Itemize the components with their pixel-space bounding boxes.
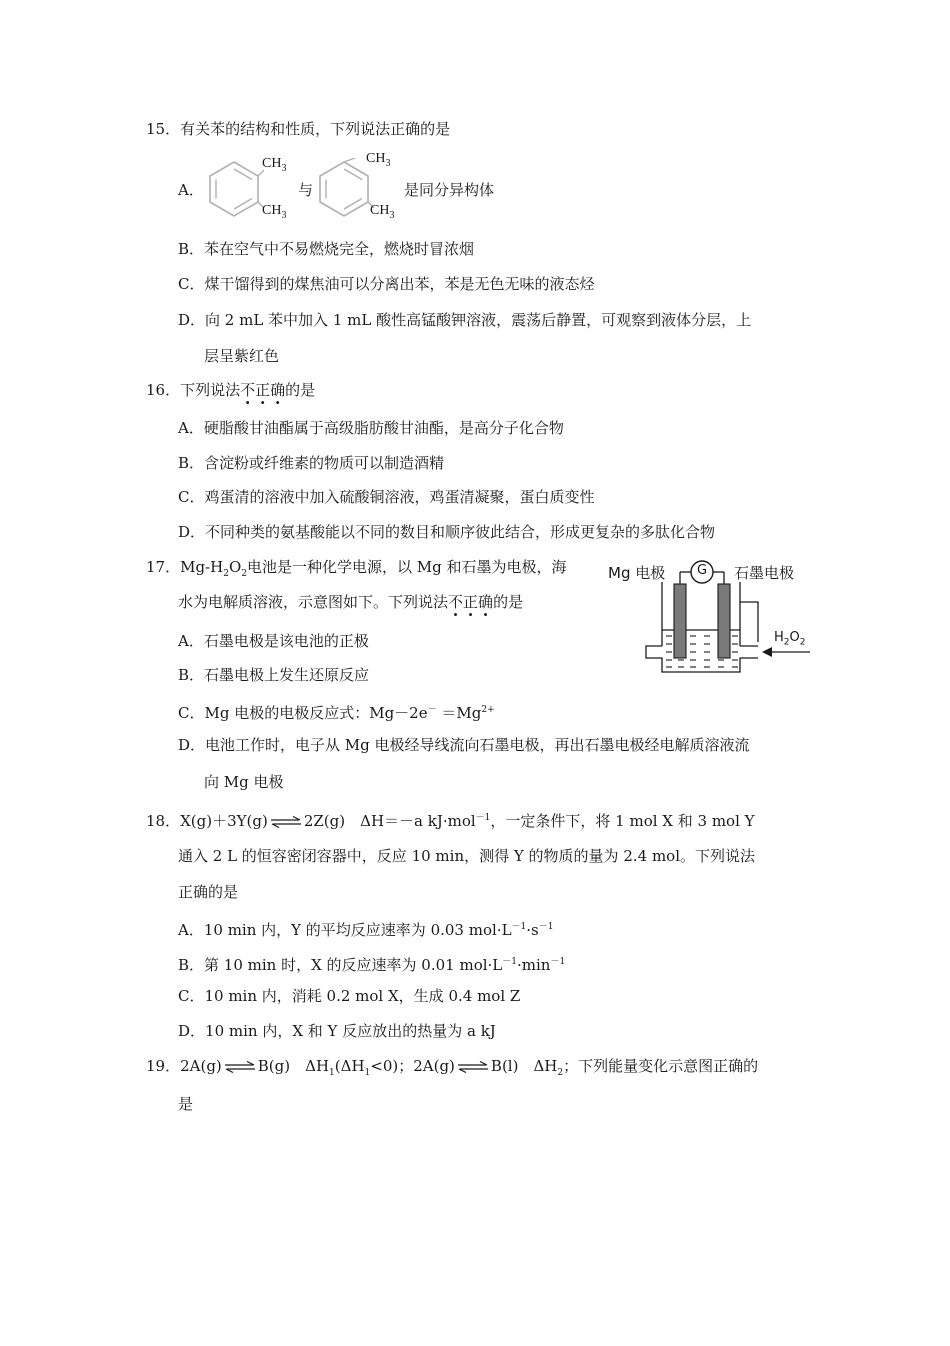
q17-stem-line2: 水为电解质溶液，示意图如下。下列说法不正确的是: [178, 593, 524, 611]
q17-option-d-line2: 向 Mg 电极: [204, 773, 284, 791]
emphasis-char: 正: [463, 593, 479, 611]
q16-option-d: D．不同种类的氨基酸能以不同的数目和顺序彼此结合，形成更复杂的多肽化合物: [178, 523, 716, 541]
q17-option-a: A．石墨电极是该电池的正极: [178, 632, 369, 650]
methyl-label-1b: $CH_3$: [262, 203, 287, 221]
emphasis-char: 确: [270, 381, 286, 399]
q18-option-d: D．10 min 内，X 和 Y 反应放出的热量为 a kJ: [178, 1022, 496, 1040]
q15-number: 15．: [146, 120, 181, 138]
q15-option-a-label: A．: [178, 181, 204, 199]
q15-stem-text: 有关苯的结构和性质，下列说法正确的是: [180, 120, 451, 138]
o-xylene-structure-1: [204, 158, 264, 220]
q16-number: 16．: [146, 381, 181, 399]
q18-line1: 18．X(g)＋3Y(g) 2Z(g) ΔH＝－a kJ·mol$^{-1}$，一定条件下，将 1 mol X 和 3 mol Y: [146, 812, 755, 830]
battery-diagram: [598, 550, 818, 680]
emphasis-char: 不: [448, 593, 464, 611]
graphite-electrode-label: 石墨电极: [734, 564, 795, 582]
q16-option-a: A．硬脂酸甘油酯属于高级脂肪酸甘油酯，是高分子化合物: [178, 419, 564, 437]
q15-option-a-tail: 是同分异构体: [404, 181, 495, 199]
galvanometer-label: G: [697, 563, 708, 578]
emphasis-char: 正: [255, 381, 271, 399]
emphasis-char: 不: [240, 381, 256, 399]
methyl-label-1a: $CH_3$: [262, 156, 287, 174]
q18-option-a: A．10 min 内，Y 的平均反应速率为 0.03 $mol\cdot L^{-1}\cdot s^{-1}$: [178, 921, 554, 939]
q15-option-b: B．苯在空气中不易燃烧完全，燃烧时冒浓烟: [178, 240, 475, 258]
q16-stem: 16．下列说法不正确的是: [146, 381, 316, 399]
q18-option-c: C．10 min 内，消耗 0.2 mol X，生成 0.4 mol Z: [178, 987, 521, 1005]
mg-electrode-label: Mg 电极: [608, 564, 666, 582]
q18-option-b: B．第 10 min 时，X 的反应速率为 0.01 $mol\cdot L^{-1}\cdot\min^{-1}$: [178, 956, 566, 974]
q17-option-d-line1: D．电池工作时，电子从 Mg 电极经导线流向石墨电极，再出石墨电极经电解质溶液流: [178, 736, 750, 754]
q17-option-b: B．石墨电极上发生还原反应: [178, 666, 370, 684]
q16-option-c: C．鸡蛋清的溶液中加入硫酸铜溶液，鸡蛋清凝聚，蛋白质变性: [178, 488, 595, 506]
q16-option-b: B．含淀粉或纤维素的物质可以制造酒精: [178, 454, 445, 472]
q18-number: 18．: [146, 812, 181, 830]
equilibrium-arrow-icon: [456, 1061, 490, 1073]
q17-number: 17．: [146, 558, 181, 576]
q17-option-c: C．Mg 电极的电极反应式：$Mg-2e^- =Mg^{2+}$: [178, 704, 495, 722]
equilibrium-arrow-icon: [269, 816, 303, 828]
q19-line1: 19．2A(g) B(g) $\Delta H_1(\Delta H_1<0)$；2A(g) B(l) $\Delta H_2$；下列能量变化示意图正确的: [146, 1057, 759, 1078]
equilibrium-arrow-icon: [223, 1061, 257, 1073]
q18-line3: 正确的是: [178, 883, 239, 901]
q19-number: 19．: [146, 1057, 181, 1075]
q15-option-a-connector: 与: [298, 181, 314, 199]
q19-line2: 是: [178, 1095, 194, 1113]
q17-stem-line1: 17．$Mg-H_2O_2$电池是一种化学电源，以 Mg 和石墨为电极，海: [146, 558, 567, 579]
q15-option-d-line1: D．向 2 mL 苯中加入 1 mL 酸性高锰酸钾溶液，震荡后静置，可观察到液体分层，上: [178, 311, 752, 329]
q15-option-d-line2: 层呈紫红色: [204, 347, 280, 365]
q18-line2: 通入 2 L 的恒容密闭容器中，反应 10 min，测得 Y 的物质的量为 2.4 mol。下列说法: [178, 847, 755, 865]
q15-option-c: C．煤干馏得到的煤焦油可以分离出苯，苯是无色无味的液态烃: [178, 275, 595, 293]
q15-stem: [146, 119, 450, 139]
h2o2-inlet-label: $H_2O_2$: [774, 630, 806, 648]
methyl-label-2a: $CH_3$: [366, 151, 391, 169]
emphasis-char: 确: [478, 593, 494, 611]
methyl-label-2b: $CH_3$: [370, 203, 395, 221]
